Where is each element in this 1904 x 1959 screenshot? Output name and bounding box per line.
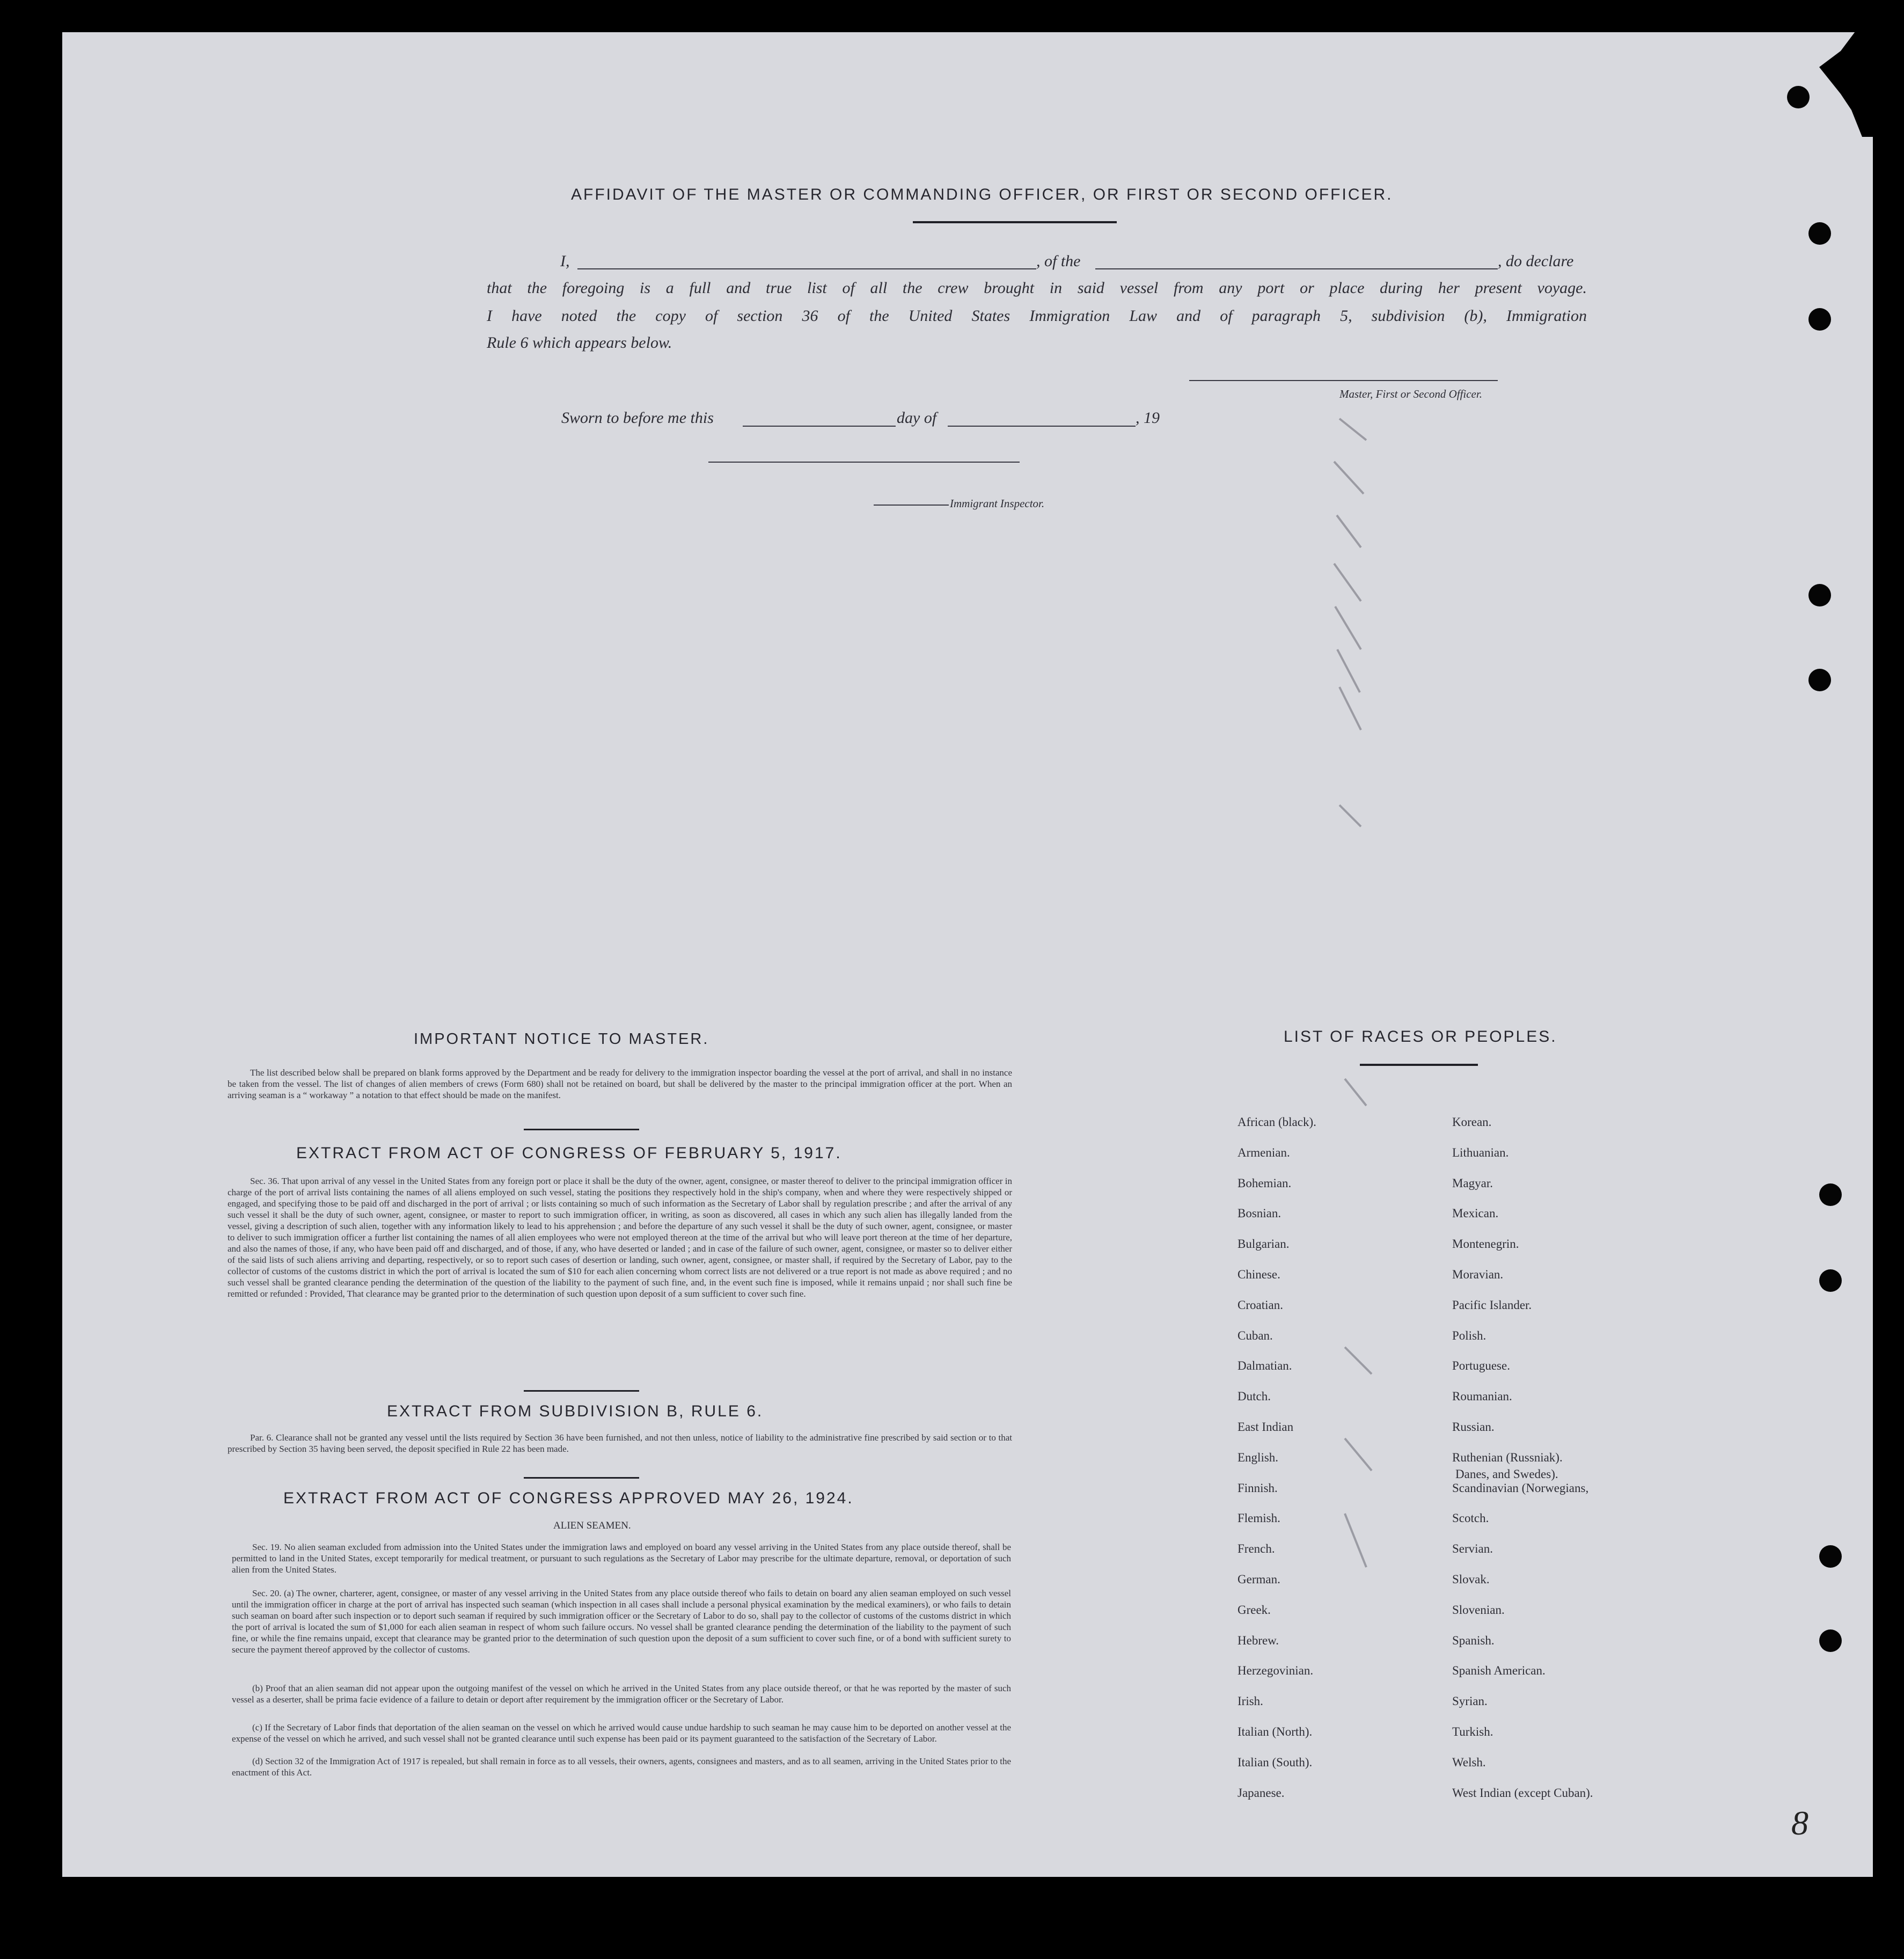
race-item: Magyar. [1452,1176,1493,1190]
race-item: Cuban. [1237,1329,1273,1342]
pencil-check-marks [62,32,1873,1877]
race-item: Bulgarian. [1237,1237,1290,1251]
extract-rule6-title: EXTRACT FROM SUBDIVISION B, RULE 6. [387,1402,764,1420]
binder-hole-8 [1819,1629,1842,1652]
race-item: Greek. [1237,1603,1271,1617]
extract-1924-sec20d: (d) Section 32 of the Immigration Act of 1917 is repealed, but shall remain in force as to all vessels, their owners, agents, consignees and masters, and as to all seamen, arriving in the United States prior to the enactment of this Act. [232,1756,1011,1778]
race-item: Bosnian. [1237,1207,1281,1220]
master-signature-label: Master, First or Second Officer. [1339,388,1482,400]
race-item: Chinese. [1237,1268,1280,1281]
race-item: Portuguese. [1452,1359,1510,1372]
binder-hole-1 [1808,222,1831,245]
race-item: African (black). [1237,1115,1316,1129]
race-item: East Indian [1237,1420,1294,1434]
race-item-scandinavian-cont: Danes, and Swedes). [1455,1467,1558,1481]
race-item: Scandinavian (Norwegians, [1452,1481,1589,1495]
extract-1917-title: EXTRACT FROM ACT OF CONGRESS OF FEBRUARY 5, 1917. [296,1144,842,1162]
extract-1924-sec20c: (c) If the Secretary of Labor finds that deportation of the alien seaman on the vessel on which he arrived would cause undue hardship to such seaman he may cause him to be deported on another vessel at the expense of the vessel on which he arrived, and such vessel shall not be granted clearance until such expense has been paid or its payment guaranteed to the satisfaction of the Secretary of Labor. [232,1722,1011,1744]
sworn-label: Sworn to before me this [561,409,714,427]
extract-1924-sec20a: Sec. 20. (a) The owner, charterer, agent, consignee, or master of any vessel arriving in the United States from any place outside thereof who fails to detain on board any alien seaman employed on such vessel until the immigration officer in charge at the port of arrival has inspected such seaman (which inspection in all cases shall include a personal physical examination by the medical examiners), or who fails to detain such seaman on board after such inspection or to deport such seaman if required by such immigration officer or the Secretary of Labor to do so, shall pay to the collector of customs of the customs district in which the port of arrival is located the sum of $1,000 for each alien seaman in respect of whom such failure occurs. No vessel shall be granted clearance pending the determination of the liability to the payment of such fine, or while the fine remains unpaid, except that clearance may be granted prior to the determination of such question upon the deposit of a sum sufficient to cover such fine, or of a bond with sufficient surety to secure the payment thereof approved by the collector of customs. [232,1588,1011,1655]
race-item: Servian. [1452,1542,1493,1555]
race-item: Spanish American. [1452,1664,1546,1677]
race-item: Japanese. [1237,1786,1285,1800]
race-item: Korean. [1452,1115,1492,1129]
race-item: Syrian. [1452,1694,1488,1708]
race-item: Finnish. [1237,1481,1278,1495]
extract-1924-sec19: Sec. 19. No alien seaman excluded from admission into the United States under the immigration laws and employed on board any vessel arriving in the United States from any place outside thereof, shall be permitted to land in the United States, except temporarily for medical treatment, or pursuant to such regulations as the Secretary of Labor may prescribe for the ultimate departure, removal, or deportation of such alien from the United States. [232,1542,1011,1575]
race-item: Flemish. [1237,1511,1280,1525]
extract-1917-text: Sec. 36. That upon arrival of any vessel in the United States from any foreign port or place it shall be the duty of the owner, agent, consignee, or master thereof to deliver to the principal immigration officer in charge of the port of arrival lists containing the names of all aliens employed on such vessel, stating the positions they respectively hold in the ship's company, when and where they were respectively shipped or engaged, and specifying those to be paid off and discharged in the port of arrival ; or lists containing so much of such information as the Secretary of Labor shall by regulation prescribe ; and after the arrival of any such vessel it shall be the duty of such owner, agent, consignee, or master to report to such immigration officer, in writing, as soon as discovered, all cases in which any such alien has illegally landed from the vessel, giving a description of such alien, together with any information likely to lead to his apprehension ; and before the departure of any such vessel it shall be the duty of such owner, agent, consignee, or master to deliver to such immigration officer a further list containing the names of all alien employees who were not employed thereon at the time of the arrival but who will leave port thereon at the time of her departure, and also the names of those, if any, who have been paid off and discharged, and of those, if any, who have deserted or landed ; and in case of the failure of such owner, agent, consignee, or master so to deliver either of the said lists of such aliens arriving and departing, respectively, or so to report such cases of desertion or landing, such owner, agent, consignee, or master shall, if required by the Secretary of Labor, pay to the collector of customs of the customs district in which the port of arrival is located the sum of $10 for each alien concerning whom correct lists are not delivered or a true report is not made as above required ; and no such vessel shall be granted clearance pending the determination of the question of the liability to the payment of such fine, and, in the event such fine is imposed, while it remains unpaid ; nor shall such fine be remitted or refunded : Provided, That clearance may be granted prior to the determination of such question upon deposit of a sum sufficient to cover such fine. [228,1176,1012,1299]
race-item: Lithuanian. [1452,1146,1509,1159]
race-item: Pacific Islander. [1452,1298,1532,1312]
race-item: Turkish. [1452,1725,1493,1738]
binder-hole-6 [1819,1269,1842,1292]
binder-hole-5 [1819,1183,1842,1206]
race-item: Italian (North). [1237,1725,1313,1738]
race-item: Moravian. [1452,1268,1504,1281]
race-item: Herzegovinian. [1237,1664,1314,1677]
form-sheet [62,32,1873,1877]
page-number-mark: 8 [1791,1804,1808,1842]
race-item: Mexican. [1452,1207,1499,1220]
declaration-line-3: I have noted the copy of section 36 of the United States Immigration Law and of paragraph 5, subdivision (b), Immigration [487,307,1587,325]
race-item: Armenian. [1237,1146,1290,1159]
declaration-line-4: Rule 6 which appears below. [487,334,672,352]
notice-text: The list described below shall be prepared on blank forms approved by the Department and be ready for delivery to the immigration inspector boarding the vessel at the port of arrival, and shall in no instance be taken from the vessel. The list of changes of alien members of crews (Form 680) shall not be retained on board, but shall be delivered by the master to the principal immigration officer at the port. When an arriving seaman is a “ workaway ” a notation to that effect should be made on the manifest. [228,1068,1012,1100]
race-item: West Indian (except Cuban). [1452,1786,1593,1800]
extract-1924-subtitle: ALIEN SEAMEN. [553,1520,631,1531]
sworn-year-label: , 19 [1136,409,1160,427]
races-title: LIST OF RACES OR PEOPLES. [1284,1028,1557,1046]
day-of-label: day of [897,409,937,427]
race-item: Italian (South). [1237,1756,1313,1769]
race-item: Spanish. [1452,1634,1495,1647]
race-item: Slovenian. [1452,1603,1505,1617]
race-item: Roumanian. [1452,1390,1512,1403]
race-item: Polish. [1452,1329,1486,1342]
race-item: German. [1237,1573,1280,1586]
torn-corner [1787,30,1873,137]
binder-hole-3 [1808,584,1831,606]
race-item: Scotch. [1452,1511,1489,1525]
race-item: Dutch. [1237,1390,1271,1403]
race-item: English. [1237,1451,1279,1464]
vessel-of-label: , of the [1036,252,1081,270]
binder-hole-2 [1808,308,1831,331]
race-item: Dalmatian. [1237,1359,1292,1372]
extract-1924-title: EXTRACT FROM ACT OF CONGRESS APPROVED MAY 26, 1924. [283,1489,854,1507]
binder-hole-4 [1808,669,1831,691]
declarant-label: I, [560,252,570,270]
race-item: Slovak. [1452,1573,1490,1586]
declare-label: , do declare [1498,252,1574,270]
extract-rule6-text: Par. 6. Clearance shall not be granted any vessel until the lists required by Section 36 have been furnished, and not then unless, notice of liability to the administrative fine prescribed by said section or to that prescribed by Section 35 having been served, the deposit specified in Rule 22 has been made. [228,1432,1012,1454]
race-item: Hebrew. [1237,1634,1279,1647]
notice-title: IMPORTANT NOTICE TO MASTER. [414,1030,709,1048]
inspector-label: Immigrant Inspector. [950,497,1045,510]
binder-hole-7 [1819,1545,1842,1568]
extract-1924-sec20b: (b) Proof that an alien seaman did not appear upon the outgoing manifest of the vessel on which he arrived in the United States from any place outside thereof, or that he was reported by the master of such vessel as a deserter, shall be prima facie evidence of a failure to detain or deport after requirement by the immigration officer or the Secretary of Labor. [232,1683,1011,1705]
race-item: Russian. [1452,1420,1495,1434]
race-item: Bohemian. [1237,1176,1292,1190]
race-item: Welsh. [1452,1756,1486,1769]
race-item: Croatian. [1237,1298,1283,1312]
declaration-line-2: that the foregoing is a full and true list of all the crew brought in said vessel from any port or place during her present voyage. [487,279,1587,297]
affidavit-title: AFFIDAVIT OF THE MASTER OR COMMANDING OFFICER, OR FIRST OR SECOND OFFICER. [571,186,1393,203]
race-item: French. [1237,1542,1275,1555]
race-item: Ruthenian (Russniak). [1452,1451,1563,1464]
race-item: Irish. [1237,1694,1263,1708]
race-item: Montenegrin. [1452,1237,1519,1251]
